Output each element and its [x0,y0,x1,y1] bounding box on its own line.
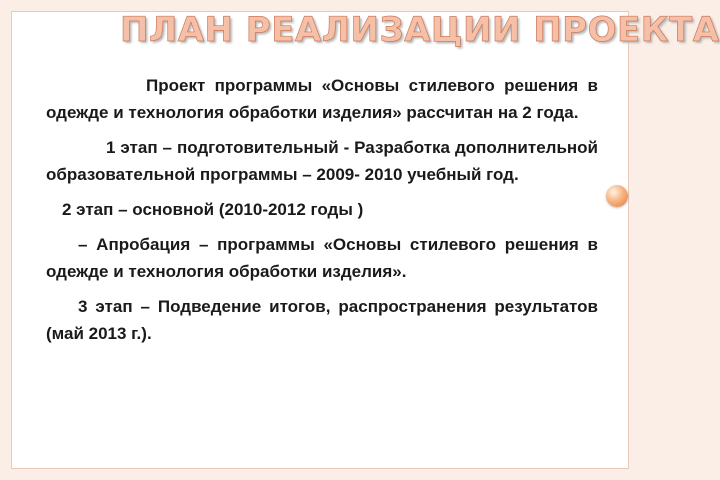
paragraph-approbation: – Апробация – программы «Основы стилевого решения в одежде и технология обработки изделия». [46,235,598,281]
slide-title: ПЛАН РЕАЛИЗАЦИИ ПРОЕКТА [120,10,720,50]
decorative-orb-icon [606,185,628,207]
paragraph-stage-2: 2 этап – основной (2010-2012 годы ) [62,200,364,219]
paragraph-project-duration: Проект программы «Основы стилевого решения в одежде и технология обработки изделия» рассчитан на 2 года. [46,76,598,122]
paragraph-stage-1: 1 этап – подготовительный - Разработка дополнительной образовательной программы – 2009- 2010 учебный год. [46,138,598,184]
slide-body [46,72,598,355]
paragraph-stage-3: 3 этап – Подведение итогов, распространения результатов (май 2013 г.). [46,297,598,343]
